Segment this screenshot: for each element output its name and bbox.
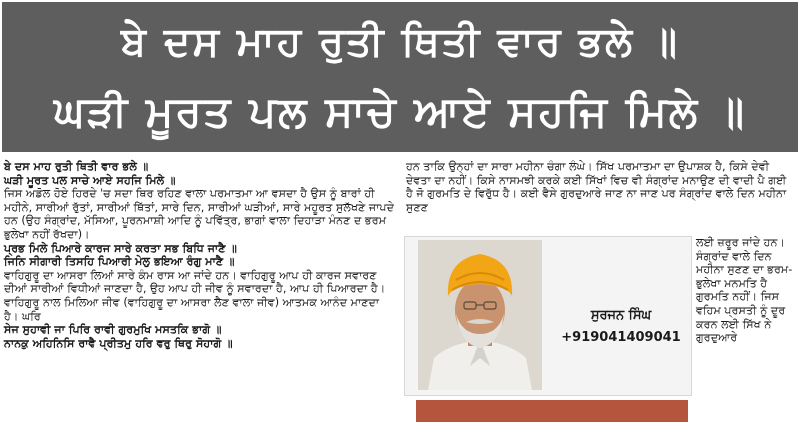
author-photo [418,240,542,390]
verse-line: ਬੇ ਦਸ ਮਾਹ ਰੁਤੀ ਥਿਤੀ ਵਾਰ ਭਲੇ ॥ [4,160,149,173]
verse-line: ਪ੍ਰਭ ਮਿਲੇ ਪਿਆਰੇ ਕਾਰਜ ਸਾਰੇ ਕਰਤਾ ਸਭ ਬਿਧਿ ਜਾਣੈ ॥ [4,241,237,255]
verse-line: ਜਿਨਿ ਸੀਗਾਰੀ ਤਿਸਹਿ ਪਿਆਰੀ ਮੇਲੁ ਭਇਆ ਰੰਗੁ ਮਾਣੈ ॥ [4,255,235,269]
portrait-image [418,240,542,390]
author-phone: +919041409041 [561,330,681,345]
headline-line-2: ਘੜੀ ਮੂਰਤ ਪਲ ਸਾਚੇ ਆਏ ਸਹਜਿ ਮਿਲੇ ॥ [53,87,747,136]
verse-line: ਸੇਜ ਸੁਹਾਵੀ ਜਾ ਪਿਰਿ ਰਾਵੀ ਗੁਰਮੁਖਿ ਮਸਤਕਿ ਭਾਗੋ ॥ [4,323,222,337]
headline-banner [2,2,798,152]
headline-line-1: ਬੇ ਦਸ ਮਾਹ ਰੁਤੀ ਥਿਤੀ ਵਾਰ ਭਲੇ ॥ [120,19,679,65]
verse-line: ਘੜੀ ਮੂਰਤ ਪਲ ਸਾਚੇ ਆਏ ਸਹਜਿ ਮਿਲੇ ॥ [4,173,176,187]
accent-bar [416,400,688,422]
article-paragraph: ਵਾਹਿਗੁਰੂ ਦਾ ਆਸਰਾ ਲਿਆਂ ਸਾਰੇ ਕੰਮ ਰਾਸ ਆ ਜਾਂਦੇ ਹਨ। ਵਾਹਿਗੁਰੂ ਆਪ ਹੀ ਕਾਰਜ ਸਵਾਰਣ ਦੀਆਂ ਸਾਰੀਆਂ ਵਿਧੀਆਂ ਜਾਣਦਾ ਹੈ, ਉਹ ਆਪ ਹੀ ਜੀਵ ਨੂੰ ਸਵਾਰਦਾ ਹੈ, ਆਪ ਹੀ ਪਿਆਰਦਾ ਹੈ। ਵਾਹਿਗੁਰੂ ਨਾਲ ਮਿਲਿਆ ਜੀਵ (ਵਾਹਿਗੁਰੂ ਦਾ ਆਸਰਾ ਲੈਣ ਵਾਲਾ ਜੀਵ) ਆਤਮਕ ਆਨੰਦ ਮਾਣਦਾ ਹੈ। ਘਰਿ [4,268,386,323]
article-left-column [4,160,396,350]
author-name: ਸੁਰਜਨ ਸਿੰਘ [590,308,652,323]
article-right-column-top: ਹਨ ਤਾਕਿ ਉਨ੍ਹਾਂ ਦਾ ਸਾਰਾ ਮਹੀਨਾ ਚੰਗਾ ਲੰਘੇ। ਸਿੱਖ ਪਰਮਾਤਮਾ ਦਾ ਉਪਾਸ਼ਕ ਹੈ, ਕਿਸੇ ਦੇਵੀ ਦੇਵਤਾ ਦਾ ਨਹੀਂ। ਕਿਸੇ ਨਾਸਮਝੀ ਕਰਕੇ ਕਈ ਸਿੱਖਾਂ ਵਿਚ ਵੀ ਸੰਗ੍ਰਾਂਦ ਮਨਾਉਣ ਦੀ ਵਾਦੀ ਪੈ ਗਈ ਹੈ ਜੋ ਗੁਰਮਤਿ ਦੇ ਵਿਰੁੱਧ ਹੈ। ਕਈ ਵੈਸੇ ਗੁਰਦੁਆਰੇ ਜਾਣ ਨਾ ਜਾਣ ਪਰ ਸੰਗ੍ਰਾਂਦ ਵਾਲੇ ਦਿਨ ਮਹੀਨਾ ਸੁਣਣ [406,160,787,214]
verse-line: ਨਾਨਕੁ ਅਹਿਨਿਸਿ ਰਾਵੈ ਪ੍ਰੀਤਮੁ ਹਰਿ ਵਰੁ ਥਿਰੁ ਸੋਹਾਗੋ ॥ [4,336,233,350]
article-paragraph: ਜਿਸ ਅਡੋਲ ਹੋਏ ਹਿਰਦੇ 'ਚ ਸਦਾ ਥਿਰ ਰਹਿਣ ਵਾਲਾ ਪਰਮਾਤਮਾ ਆ ਵਸਦਾ ਹੈ ਉਸ ਨੂੰ ਬਾਰਾਂ ਹੀ ਮਹੀਨੇ, ਸਾਰੀਆਂ ਰੁੱਤਾਂ, ਸਾਰੀਆਂ ਥਿੱਤਾਂ, ਸਾਰੇ ਦਿਨ, ਸਾਰੀਆਂ ਘੜੀਆਂ, ਸਾਰੇ ਮਹੂਰਤ ਸੁਲੱਖਣੇ ਜਾਪਦੇ ਹਨ (ਉਹ ਸੰਗ੍ਰਾਂਦ, ਮੱਸਿਆ, ਪੂਰਨਮਾਸ਼ੀ ਆਦਿ ਨੂੰ ਪਵਿੱਤ੍ਰ, ਭਾਗਾਂ ਵਾਲਾ ਦਿਹਾੜਾ ਮੰਨਣ ਦ ਭਰਮ ਭੁਲੇਖਾ ਨਹੀਂ ਰੱਖਦਾ)। [4,187,395,241]
article-right-column-narrow: ਲਈ ਜ਼ਰੂਰ ਜਾਂਦੇ ਹਨ। ਸੰਗ੍ਰਾਂਦ ਵਾਲੇ ਦਿਨ ਮਹੀਨਾ ਸੁਣਣ ਦਾ ਭਰਮ-ਭੁਲੇਖਾ ਮਨਮਤਿ ਹੈ ਗੁਰਮਤਿ ਨਹੀਂ। ਜਿਸ ਵਹਿਮ ਪ੍ਰਸਤੀ ਨੂੰ ਦੂਰ ਕਰਨ ਲਈ ਸਿੱਖ ਨੇ ਗੁਰਦੁਆਰੇ [696,236,793,345]
